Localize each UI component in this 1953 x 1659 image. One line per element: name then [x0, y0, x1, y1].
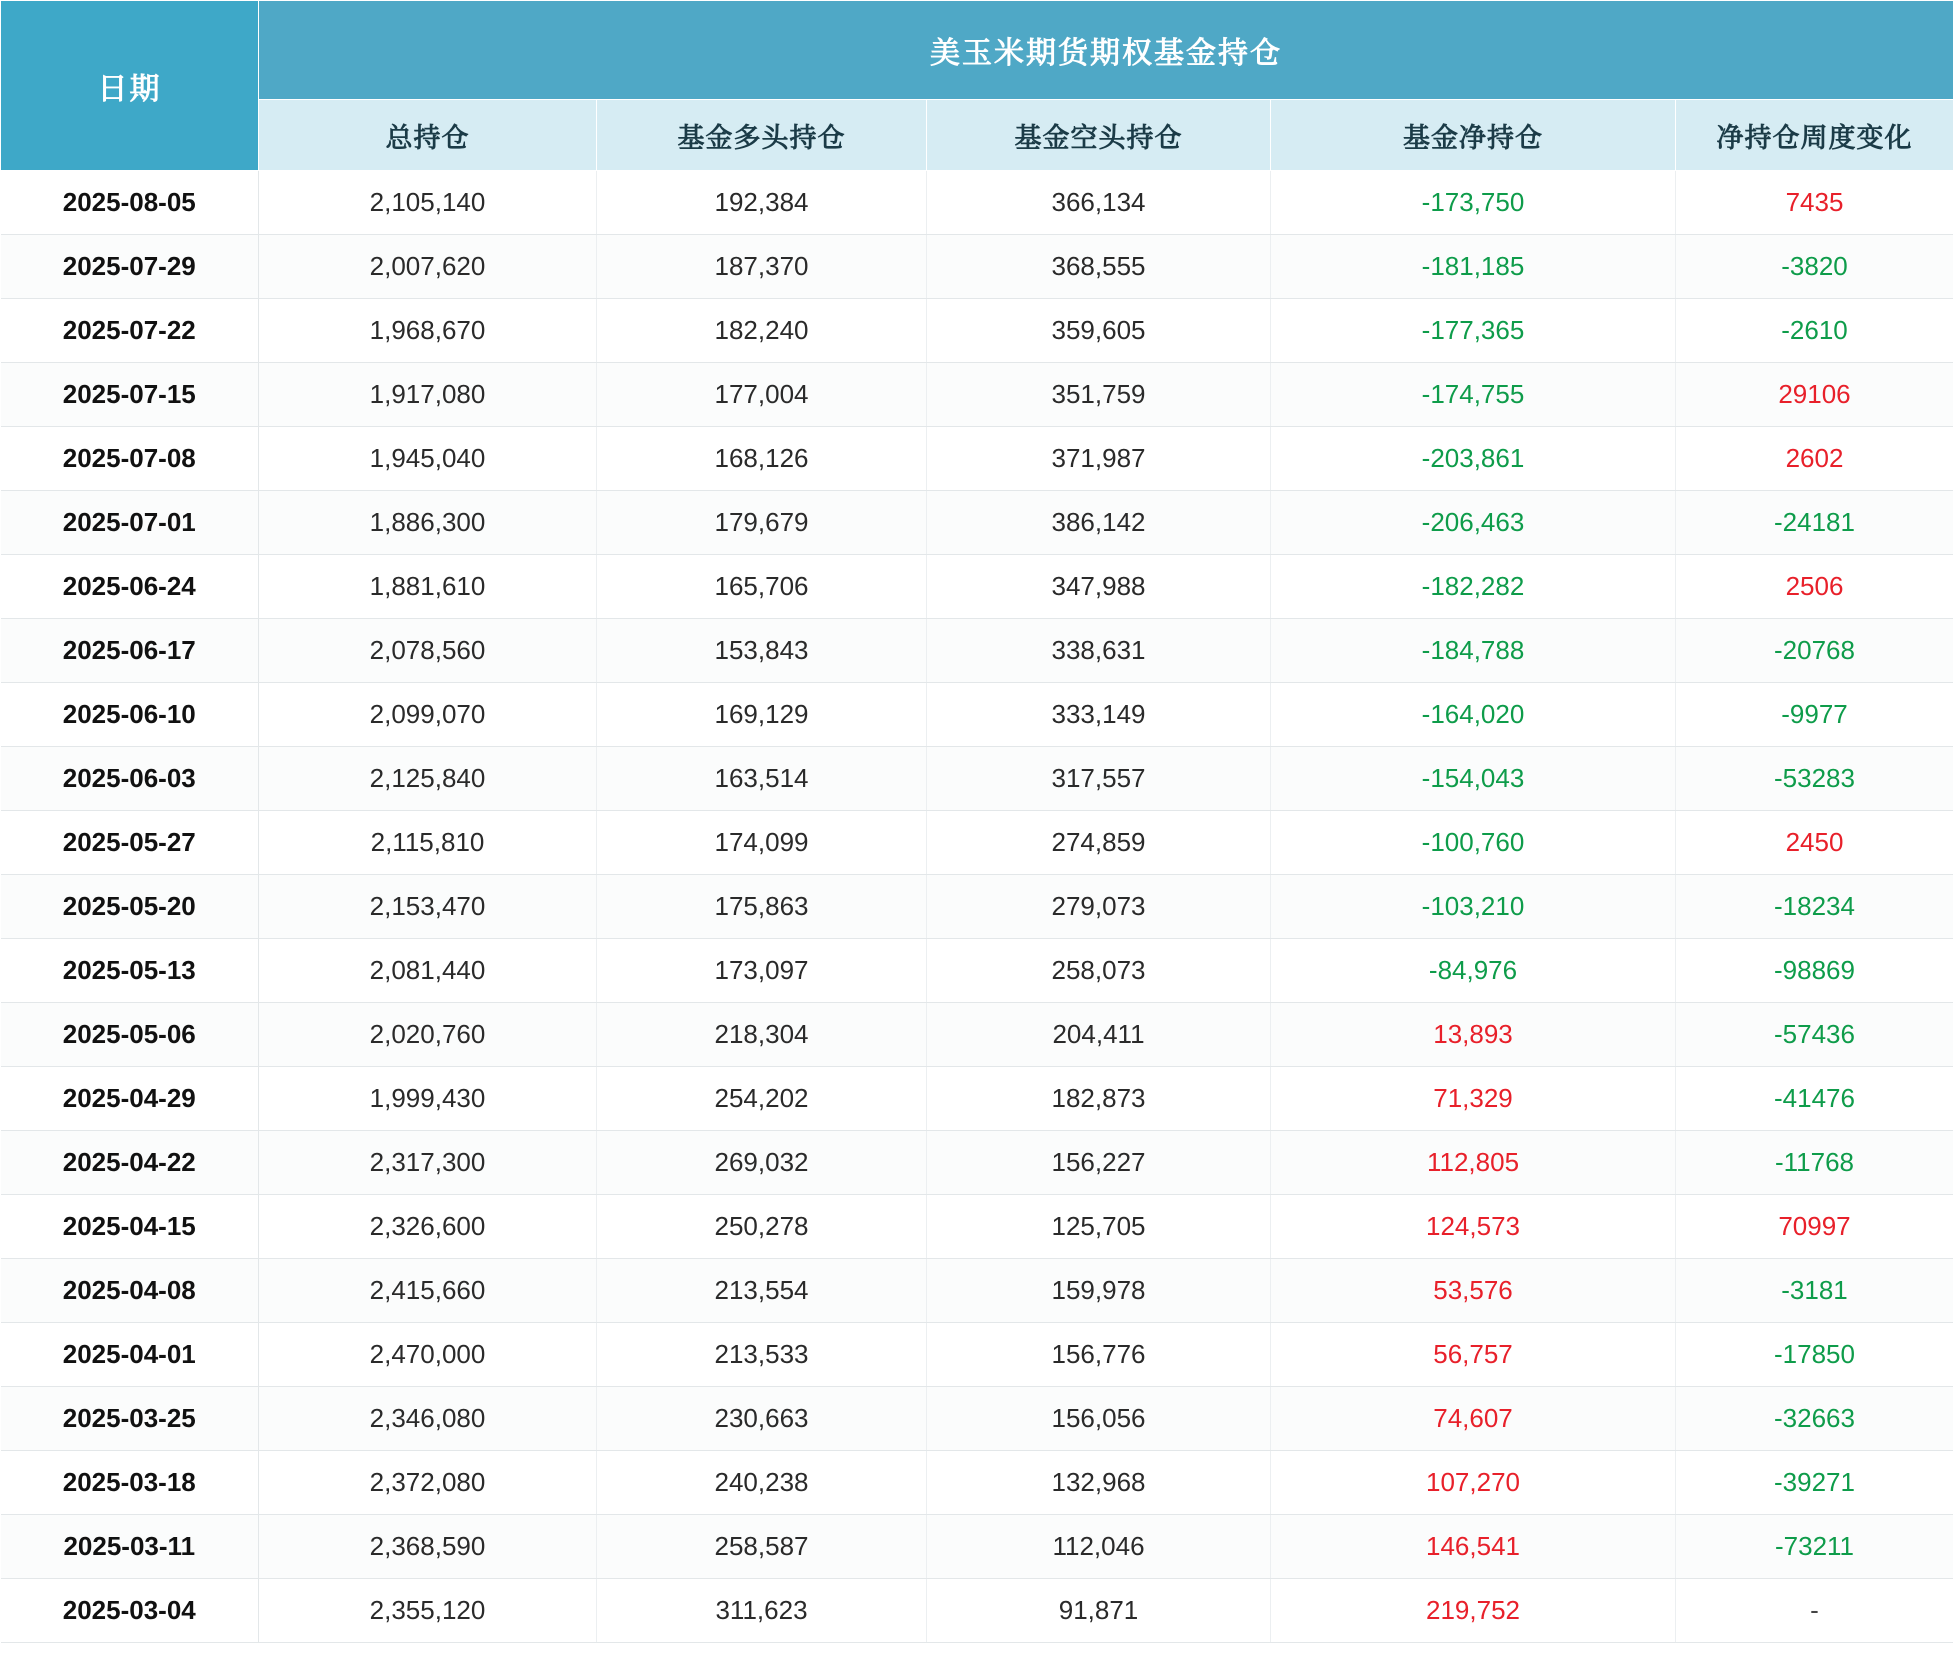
cell-weekly-change: -53283: [1676, 747, 1953, 811]
table-row: [1, 811, 1953, 875]
cell-fund-net: -206,463: [1271, 491, 1676, 555]
cell-date: 2025-08-05: [1, 171, 259, 235]
cell-fund-long: 269,032: [597, 1131, 927, 1195]
cell-fund-net: -100,760: [1271, 811, 1676, 875]
cell-weekly-change: -17850: [1676, 1323, 1953, 1387]
table-title: 美玉米期货期权基金持仓: [259, 1, 1953, 100]
table-row: [1, 235, 1953, 299]
column-header-fund-long: 基金多头持仓: [597, 100, 927, 171]
cell-date: 2025-07-22: [1, 299, 259, 363]
cell-date: 2025-06-10: [1, 683, 259, 747]
cell-fund-net: 13,893: [1271, 1003, 1676, 1067]
cell-fund-net: -173,750: [1271, 171, 1676, 235]
cell-fund-net: -164,020: [1271, 683, 1676, 747]
cell-fund-long: 250,278: [597, 1195, 927, 1259]
cell-weekly-change: -3181: [1676, 1259, 1953, 1323]
cell-fund-net: -184,788: [1271, 619, 1676, 683]
cell-total-position: 1,886,300: [259, 491, 597, 555]
cell-weekly-change: 7435: [1676, 171, 1953, 235]
cell-date: 2025-06-03: [1, 747, 259, 811]
cell-fund-short: 338,631: [927, 619, 1271, 683]
cell-total-position: 2,081,440: [259, 939, 597, 1003]
cell-fund-short: 132,968: [927, 1451, 1271, 1515]
cell-fund-short: 386,142: [927, 491, 1271, 555]
table-row: [1, 427, 1953, 491]
cell-fund-long: 175,863: [597, 875, 927, 939]
cell-fund-net: 71,329: [1271, 1067, 1676, 1131]
cell-total-position: 2,415,660: [259, 1259, 597, 1323]
cell-fund-net: 112,805: [1271, 1131, 1676, 1195]
table-row: [1, 1195, 1953, 1259]
cell-fund-net: 107,270: [1271, 1451, 1676, 1515]
table-row: [1, 171, 1953, 235]
cell-fund-long: 258,587: [597, 1515, 927, 1579]
cell-fund-short: 159,978: [927, 1259, 1271, 1323]
table-row: [1, 491, 1953, 555]
cell-fund-short: 359,605: [927, 299, 1271, 363]
table-row: [1, 1067, 1953, 1131]
table-row: [1, 299, 1953, 363]
table-row: [1, 1515, 1953, 1579]
cell-date: 2025-03-11: [1, 1515, 259, 1579]
cell-total-position: 2,326,600: [259, 1195, 597, 1259]
cell-fund-long: 230,663: [597, 1387, 927, 1451]
cell-date: 2025-03-25: [1, 1387, 259, 1451]
cell-total-position: 1,968,670: [259, 299, 597, 363]
column-header-date: 日期: [1, 1, 259, 171]
table-row: [1, 747, 1953, 811]
cell-weekly-change: 2506: [1676, 555, 1953, 619]
cell-fund-long: 218,304: [597, 1003, 927, 1067]
cell-fund-net: -177,365: [1271, 299, 1676, 363]
table-header-row-columns: [1, 100, 1953, 171]
cell-total-position: 2,346,080: [259, 1387, 597, 1451]
cell-fund-long: 213,533: [597, 1323, 927, 1387]
cell-date: 2025-04-22: [1, 1131, 259, 1195]
cell-weekly-change: 70997: [1676, 1195, 1953, 1259]
cell-weekly-change: 2602: [1676, 427, 1953, 491]
cell-fund-long: 163,514: [597, 747, 927, 811]
cell-fund-short: 112,046: [927, 1515, 1271, 1579]
cell-date: 2025-03-18: [1, 1451, 259, 1515]
table-row: [1, 939, 1953, 1003]
cell-fund-short: 125,705: [927, 1195, 1271, 1259]
table-row: [1, 619, 1953, 683]
cell-date: 2025-05-20: [1, 875, 259, 939]
cell-total-position: 2,105,140: [259, 171, 597, 235]
table-row: [1, 555, 1953, 619]
table-row: [1, 1259, 1953, 1323]
cell-total-position: 2,317,300: [259, 1131, 597, 1195]
cell-weekly-change: 29106: [1676, 363, 1953, 427]
cell-total-position: 1,881,610: [259, 555, 597, 619]
cell-date: 2025-05-13: [1, 939, 259, 1003]
cell-fund-net: 53,576: [1271, 1259, 1676, 1323]
cell-weekly-change: -11768: [1676, 1131, 1953, 1195]
cell-total-position: 2,355,120: [259, 1579, 597, 1643]
table-row: [1, 875, 1953, 939]
cell-total-position: 2,125,840: [259, 747, 597, 811]
table-header-row-title: [1, 1, 1953, 100]
cell-fund-short: 279,073: [927, 875, 1271, 939]
cell-total-position: 2,115,810: [259, 811, 597, 875]
cell-fund-short: 258,073: [927, 939, 1271, 1003]
cell-date: 2025-05-06: [1, 1003, 259, 1067]
cell-weekly-change: -32663: [1676, 1387, 1953, 1451]
table-row: [1, 1323, 1953, 1387]
cell-fund-short: 351,759: [927, 363, 1271, 427]
cell-weekly-change: -39271: [1676, 1451, 1953, 1515]
cell-fund-long: 174,099: [597, 811, 927, 875]
cell-weekly-change: -98869: [1676, 939, 1953, 1003]
table-row: [1, 1579, 1953, 1643]
cell-weekly-change: 2450: [1676, 811, 1953, 875]
cell-fund-net: 124,573: [1271, 1195, 1676, 1259]
cell-date: 2025-06-17: [1, 619, 259, 683]
table-row: [1, 1451, 1953, 1515]
cell-weekly-change: -9977: [1676, 683, 1953, 747]
cell-fund-short: 368,555: [927, 235, 1271, 299]
cell-total-position: 2,153,470: [259, 875, 597, 939]
cell-date: 2025-07-29: [1, 235, 259, 299]
column-header-fund-net: 基金净持仓: [1271, 100, 1676, 171]
cell-fund-net: -203,861: [1271, 427, 1676, 491]
cell-weekly-change: -41476: [1676, 1067, 1953, 1131]
cell-fund-net: 146,541: [1271, 1515, 1676, 1579]
cell-fund-short: 204,411: [927, 1003, 1271, 1067]
cell-fund-long: 153,843: [597, 619, 927, 683]
column-header-weekly-change: 净持仓周度变化: [1676, 100, 1953, 171]
table-row: [1, 363, 1953, 427]
cell-fund-short: 182,873: [927, 1067, 1271, 1131]
cell-weekly-change: -73211: [1676, 1515, 1953, 1579]
cell-weekly-change: -3820: [1676, 235, 1953, 299]
cell-date: 2025-04-01: [1, 1323, 259, 1387]
cell-fund-short: 156,056: [927, 1387, 1271, 1451]
table-row: [1, 1387, 1953, 1451]
cell-weekly-change: -18234: [1676, 875, 1953, 939]
cell-date: 2025-03-04: [1, 1579, 259, 1643]
cell-fund-long: 182,240: [597, 299, 927, 363]
cell-fund-net: -182,282: [1271, 555, 1676, 619]
cell-fund-short: 366,134: [927, 171, 1271, 235]
cell-fund-long: 168,126: [597, 427, 927, 491]
cell-fund-long: 240,238: [597, 1451, 927, 1515]
table-body: [1, 171, 1953, 1643]
cell-fund-net: -181,185: [1271, 235, 1676, 299]
cell-weekly-change: -20768: [1676, 619, 1953, 683]
cell-fund-long: 187,370: [597, 235, 927, 299]
cell-total-position: 2,078,560: [259, 619, 597, 683]
cell-total-position: 2,470,000: [259, 1323, 597, 1387]
cell-fund-short: 274,859: [927, 811, 1271, 875]
cell-fund-net: 56,757: [1271, 1323, 1676, 1387]
cell-weekly-change: -: [1676, 1579, 1953, 1643]
cell-weekly-change: -57436: [1676, 1003, 1953, 1067]
cell-date: 2025-06-24: [1, 555, 259, 619]
table-row: [1, 683, 1953, 747]
cell-fund-net: -154,043: [1271, 747, 1676, 811]
cell-fund-long: 173,097: [597, 939, 927, 1003]
table-row: [1, 1131, 1953, 1195]
table-header: [1, 1, 1953, 171]
cell-fund-long: 165,706: [597, 555, 927, 619]
cell-fund-net: -84,976: [1271, 939, 1676, 1003]
cell-date: 2025-04-29: [1, 1067, 259, 1131]
cell-fund-long: 311,623: [597, 1579, 927, 1643]
cell-date: 2025-04-15: [1, 1195, 259, 1259]
cell-date: 2025-07-01: [1, 491, 259, 555]
cell-fund-long: 213,554: [597, 1259, 927, 1323]
cell-total-position: 2,372,080: [259, 1451, 597, 1515]
cell-weekly-change: -2610: [1676, 299, 1953, 363]
cell-total-position: 2,020,760: [259, 1003, 597, 1067]
cell-fund-net: 219,752: [1271, 1579, 1676, 1643]
table-row: [1, 1003, 1953, 1067]
cell-fund-net: -103,210: [1271, 875, 1676, 939]
cell-fund-short: 371,987: [927, 427, 1271, 491]
cell-fund-net: 74,607: [1271, 1387, 1676, 1451]
cell-fund-short: 317,557: [927, 747, 1271, 811]
cell-date: 2025-04-08: [1, 1259, 259, 1323]
cell-fund-short: 156,227: [927, 1131, 1271, 1195]
cell-fund-long: 177,004: [597, 363, 927, 427]
cell-date: 2025-05-27: [1, 811, 259, 875]
cell-total-position: 2,007,620: [259, 235, 597, 299]
column-header-total: 总持仓: [259, 100, 597, 171]
cell-date: 2025-07-08: [1, 427, 259, 491]
cell-fund-short: 333,149: [927, 683, 1271, 747]
cell-fund-long: 169,129: [597, 683, 927, 747]
cell-total-position: 1,917,080: [259, 363, 597, 427]
cell-fund-long: 254,202: [597, 1067, 927, 1131]
cell-fund-short: 156,776: [927, 1323, 1271, 1387]
cell-fund-short: 347,988: [927, 555, 1271, 619]
cell-weekly-change: -24181: [1676, 491, 1953, 555]
cell-total-position: 2,099,070: [259, 683, 597, 747]
cell-fund-long: 192,384: [597, 171, 927, 235]
cell-total-position: 1,945,040: [259, 427, 597, 491]
cell-date: 2025-07-15: [1, 363, 259, 427]
cell-fund-short: 91,871: [927, 1579, 1271, 1643]
cell-fund-long: 179,679: [597, 491, 927, 555]
column-header-fund-short: 基金空头持仓: [927, 100, 1271, 171]
cell-total-position: 1,999,430: [259, 1067, 597, 1131]
cell-total-position: 2,368,590: [259, 1515, 597, 1579]
cell-fund-net: -174,755: [1271, 363, 1676, 427]
